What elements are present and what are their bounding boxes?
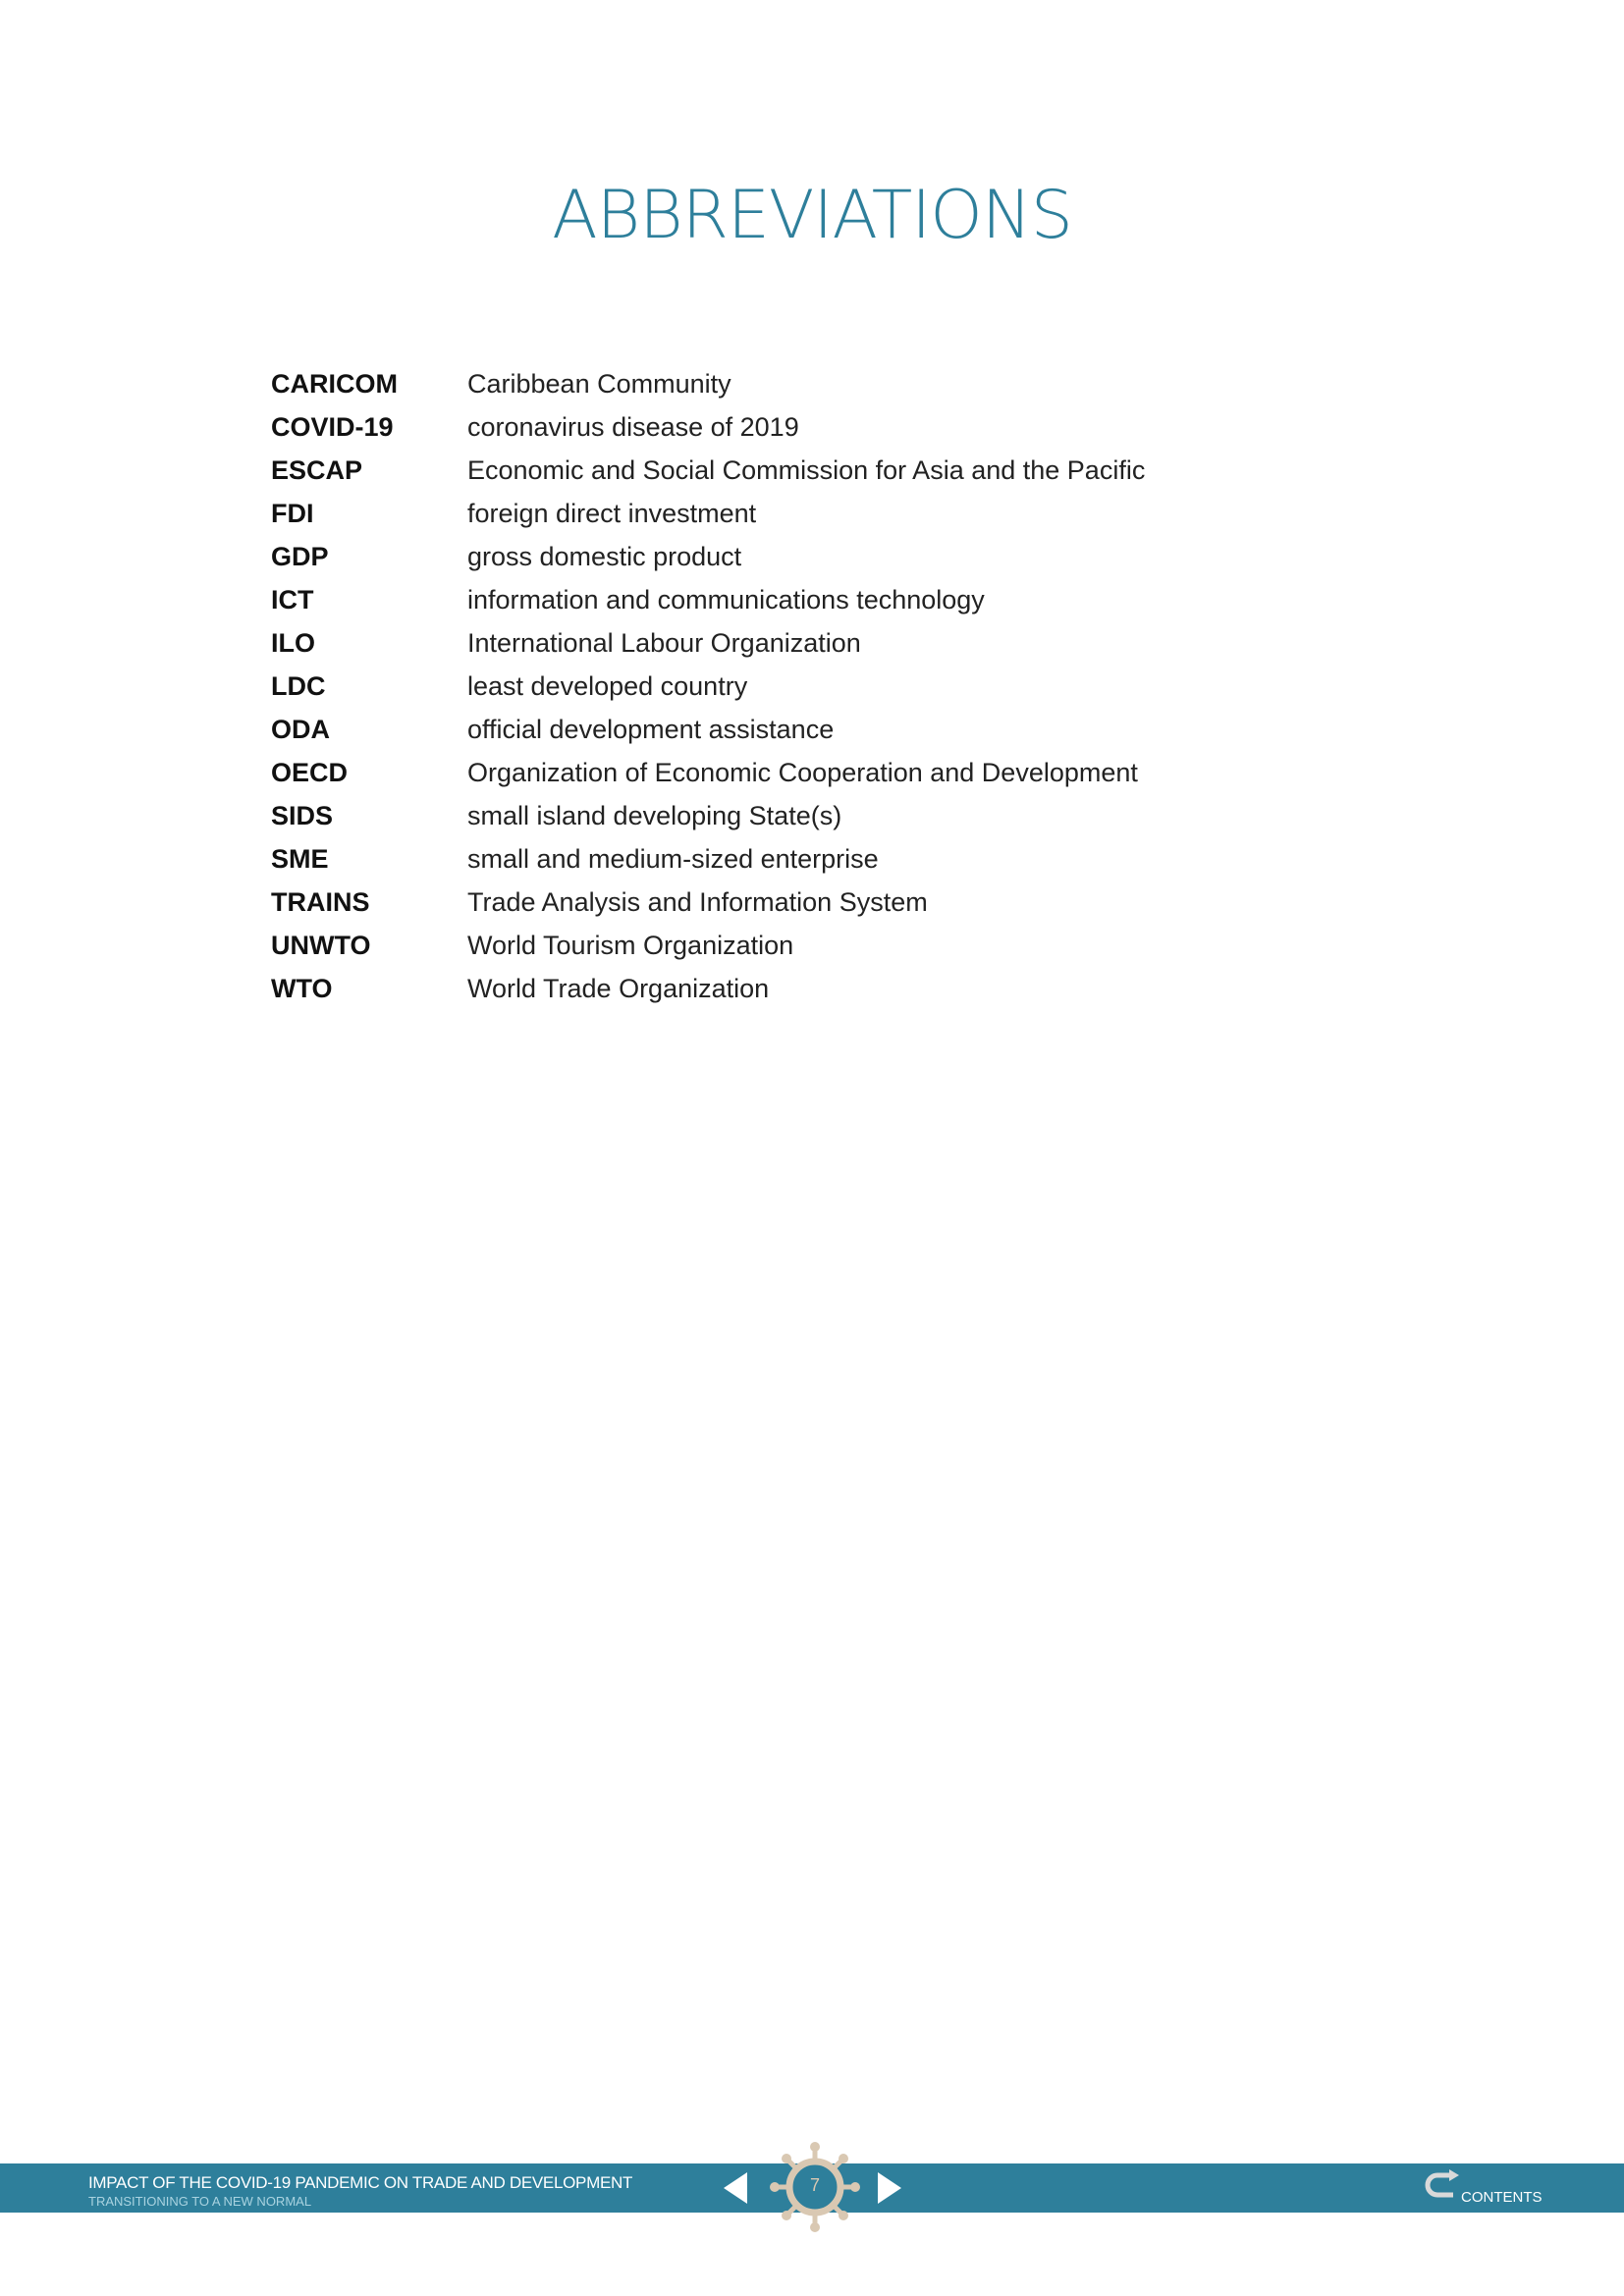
abbreviation-row [271,887,1351,931]
abbreviation-term: SIDS [271,801,334,830]
abbreviation-row [271,671,1351,715]
abbreviation-definition: International Labour Organization [467,628,861,658]
abbreviation-definition: small and medium-sized enterprise [467,844,879,874]
abbreviation-term: FDI [271,499,314,528]
abbreviation-definition: Caribbean Community [467,369,731,399]
abbreviation-definition: Economic and Social Commission for Asia and the Pacific [467,455,1146,485]
abbreviation-term: COVID-19 [271,412,394,442]
abbreviation-definition: information and communications technology [467,585,985,614]
abbreviation-definition: coronavirus disease of 2019 [467,412,799,442]
abbreviation-row [271,974,1351,1017]
abbreviation-term: ODA [271,715,330,744]
abbreviation-term: WTO [271,974,333,1003]
abbreviation-term: ESCAP [271,455,363,485]
abbreviation-definition: World Trade Organization [467,974,770,1003]
abbreviation-row [271,412,1351,455]
return-arrow-icon [1424,2169,1463,2205]
next-page-button[interactable] [878,2172,901,2204]
page-number: 7 [809,2175,820,2195]
abbreviation-term: UNWTO [271,931,371,960]
abbreviation-definition: official development assistance [467,715,835,744]
abbreviation-row [271,715,1351,758]
abbreviation-row [271,499,1351,542]
abbreviation-row [271,585,1351,628]
abbreviation-definition: foreign direct investment [467,499,757,528]
abbreviations-list [271,369,1351,1017]
abbreviation-row [271,844,1351,887]
abbreviation-term: LDC [271,671,326,701]
abbreviation-term: ICT [271,585,314,614]
contents-label: CONTENTS [1461,2189,1543,2206]
abbreviation-row [271,455,1351,499]
abbreviation-definition: least developed country [467,671,748,701]
abbreviation-definition: World Tourism Organization [467,931,794,960]
page-title: ABBREVIATIONS [552,177,1072,254]
abbreviation-definition: Trade Analysis and Information System [467,887,928,917]
abbreviation-term: CARICOM [271,369,398,399]
abbreviation-term: GDP [271,542,329,571]
abbreviation-definition: small island developing State(s) [467,801,842,830]
previous-page-button[interactable] [724,2172,747,2204]
abbreviation-row [271,758,1351,801]
abbreviation-definition: Organization of Economic Cooperation and Development [467,758,1138,787]
abbreviation-row [271,542,1351,585]
abbreviation-term: SME [271,844,329,874]
abbreviation-row [271,628,1351,671]
abbreviation-term: OECD [271,758,349,787]
abbreviation-term: ILO [271,628,315,658]
abbreviation-row [271,369,1351,412]
footer-report-title: IMPACT OF THE COVID-19 PANDEMIC ON TRADE AND DEVELOPMENT [88,2173,633,2192]
abbreviation-row [271,931,1351,974]
abbreviation-term: TRAINS [271,887,370,917]
abbreviation-definition: gross domestic product [467,542,742,571]
footer-report-subtitle: TRANSITIONING TO A NEW NORMAL [88,2194,312,2209]
abbreviation-row [271,801,1351,844]
